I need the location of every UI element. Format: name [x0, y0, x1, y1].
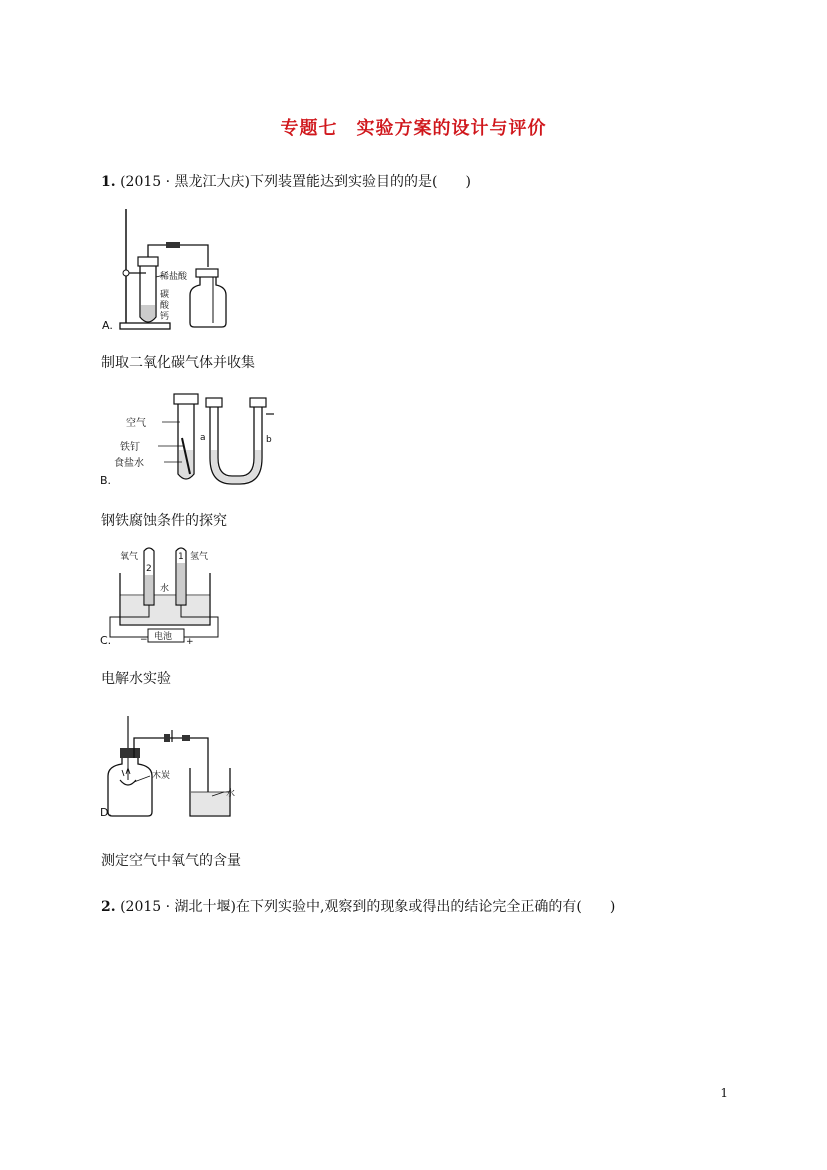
- label-b: b: [266, 435, 272, 445]
- label-charcoal: 木炭: [152, 771, 171, 781]
- question-source: (2015 · 黑龙江大庆): [120, 174, 250, 190]
- question-1: [101, 171, 471, 191]
- label-caco3-3: 钙: [160, 312, 170, 322]
- option-b-caption: 钢铁腐蚀条件的探究: [101, 513, 227, 529]
- label-air: 空气: [126, 418, 146, 429]
- option-b-figure: [98, 388, 278, 488]
- label-water: 水: [160, 584, 170, 594]
- label-battery: 电池: [154, 632, 173, 642]
- label-a: a: [200, 433, 206, 443]
- co2-apparatus-diagram: [98, 205, 238, 335]
- question-2: [101, 896, 615, 916]
- option-d-figure: [98, 712, 248, 822]
- label-water: 水: [226, 789, 236, 799]
- option-c-letter: C.: [100, 634, 112, 645]
- option-c-figure: [98, 545, 228, 645]
- option-c-caption: 电解水实验: [101, 671, 171, 687]
- label-dilute-hcl: 稀盐酸: [160, 272, 188, 282]
- question-source: (2015 · 湖北十堰): [120, 899, 236, 915]
- option-d-caption: 测定空气中氧气的含量: [101, 853, 241, 869]
- option-a-letter: A.: [102, 319, 113, 332]
- label-hydrogen: 氢气: [190, 552, 209, 562]
- page-number: 1: [720, 1086, 728, 1100]
- label-minus: −: [140, 635, 148, 645]
- question-stem: 在下列实验中,观察到的现象或得出的结论完全正确的有( ): [235, 899, 616, 915]
- option-a-caption: 制取二氧化碳气体并收集: [101, 355, 255, 371]
- question-number: 2.: [101, 899, 116, 915]
- label-plus: +: [186, 637, 194, 645]
- label-caco3-1: 碳: [160, 290, 170, 300]
- electrolysis-apparatus-diagram: [98, 545, 228, 645]
- oxygen-content-apparatus-diagram: [98, 712, 248, 822]
- label-oxygen: 氧气: [120, 552, 139, 562]
- label-tube-1: 1: [178, 552, 184, 562]
- label-iron-nail: 铁钉: [120, 442, 140, 453]
- label-caco3-2: 酸: [160, 301, 170, 311]
- question-number: 1.: [101, 174, 116, 190]
- option-a-figure: [98, 205, 238, 335]
- label-tube-2: 2: [146, 564, 152, 574]
- option-d-letter: D.: [100, 806, 112, 819]
- page-title: 专题七 实验方案的设计与评价: [280, 118, 547, 139]
- corrosion-apparatus-diagram: [98, 388, 278, 488]
- option-b-letter: B.: [100, 474, 112, 487]
- question-stem: 下列装置能达到实验目的的是( ): [249, 174, 471, 190]
- label-salt-water: 食盐水: [114, 458, 144, 469]
